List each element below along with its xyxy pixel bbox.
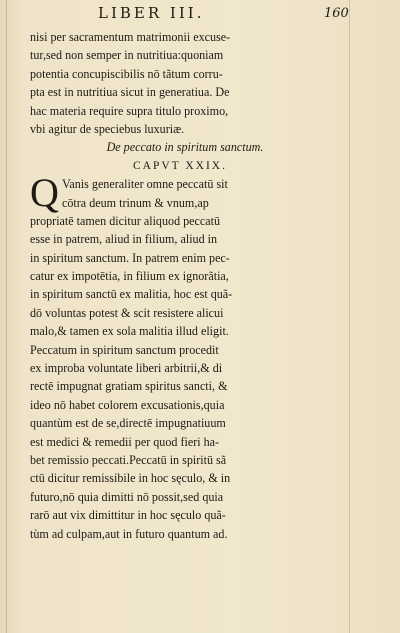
text-line: propriatē tamen dicitur aliquod peccatū (30, 213, 221, 228)
section-title: De peccato in spiritum sanctum. (106, 140, 264, 155)
text-line: ctū dicitur remissibile in hoc sęculo, & in (30, 471, 231, 486)
running-head: LIBER III. (98, 4, 205, 22)
text-line: pta est in nutritiua sicut in generatiua. De (30, 85, 230, 100)
text-line: Vanis generaliter omne peccatū sit (62, 177, 228, 192)
page-header (98, 4, 388, 24)
drop-cap: Q (30, 170, 59, 216)
text-line: in spiritum sanctū ex malitia, hoc est quã- (30, 287, 233, 302)
margin-rule (349, 0, 350, 633)
text-line: ideo nō habet colorem excusationis,quia (30, 397, 225, 412)
text-line: tùm ad culpam,aut in futuro quantum ad. (30, 526, 228, 541)
text-line: quantùm est de se,directē impugnatiuum (30, 416, 226, 431)
text-line: rectē impugnat gratiam spiritus sancti, & (30, 379, 228, 394)
text-block (30, 28, 330, 543)
text-line: vbi agitur de speciebus luxuriæ. (30, 121, 185, 136)
text-line: catur ex impotētia, in filium ex ignorãtia, (30, 269, 229, 284)
text-line: rarō aut vix dimittitur in hoc sęculo quã- (30, 508, 226, 523)
chapter-title: CAPVT XXIX. (133, 159, 227, 172)
text-line: tur,sed non semper in nutritiua:quoniam (30, 48, 224, 63)
text-line: esse in patrem, aliud in filium, aliud in (30, 232, 218, 247)
text-line: hac materia require supra titulo proximo, (30, 103, 229, 118)
dropcap-paragraph-start (30, 170, 330, 216)
text-line: Peccatum in spiritum sanctum procedit (30, 342, 219, 357)
text-line: nisi per sacramentum matrimonii excuse- (30, 30, 231, 44)
text-line: est medici & remedii per quod fieri ha- (30, 434, 220, 449)
text-line: cōtra deum trinum & vnum,ap (62, 195, 209, 210)
page-number: 160 (324, 6, 349, 21)
text-line: dō voluntas potest & scit resistere alicui (30, 305, 224, 320)
page-edge-rule (6, 0, 7, 633)
text-line: in spiritum sanctum. In patrem enim pec- (30, 250, 230, 265)
text-line: malo,& tamen ex sola malitia illud eligit. (30, 324, 229, 339)
text-line: potentia concupiscibilis nō tãtum corru- (30, 66, 223, 81)
text-line: ex improba voluntate liberi arbitrii,& di (30, 361, 223, 376)
text-line: bet remissio peccati.Peccatū in spiritū sã (30, 452, 227, 467)
text-line: futuro,nō quia dimitti nō possit,sed quia (30, 489, 224, 504)
